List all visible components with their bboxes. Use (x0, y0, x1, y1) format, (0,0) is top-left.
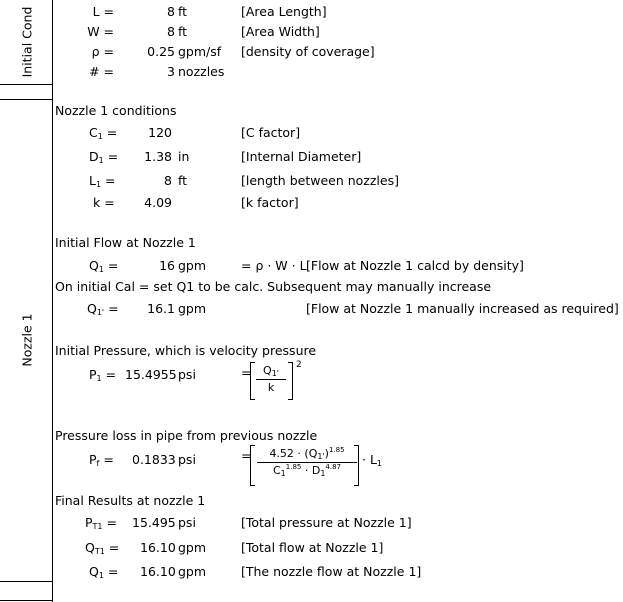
exponent: 2 (296, 360, 302, 370)
value: 15.4955 (125, 367, 177, 382)
description: [Total flow at Nozzle 1] (241, 540, 384, 555)
description: [density of coverage] (241, 44, 375, 59)
bracket-right (354, 445, 359, 486)
value: 4.09 (144, 195, 172, 210)
description: [k factor] (241, 195, 299, 210)
value: 1.38 (144, 149, 172, 164)
unit: ft (178, 173, 188, 188)
section-label-initial-cond: Initial Cond (19, 6, 35, 78)
value: 120 (148, 125, 172, 140)
unit: gpm (178, 258, 207, 273)
value: 16 (159, 258, 175, 273)
symbol: ρ = (91, 44, 114, 59)
symbol: # = (89, 64, 114, 79)
description: [Total pressure at Nozzle 1] (241, 515, 412, 530)
value: 8 (167, 24, 175, 39)
bracket-left (250, 362, 255, 400)
symbol: $Q_{T1}$ = (85, 540, 120, 556)
unit: in (178, 149, 190, 164)
unit: ft (178, 4, 188, 19)
fraction: $\frac{Q_{1'}}{k}$ (256, 364, 286, 395)
unit: nozzles (178, 64, 225, 79)
unit: ft (178, 24, 188, 39)
fraction: $\frac{4.52 \cdot (Q_{1'})^{1.85}}{C_1^{1.85} \cdot D_1^{4.87}}$ (257, 447, 357, 478)
description: [Area Length] (241, 4, 327, 19)
description: [Area Width] (241, 24, 320, 39)
value: 15.495 (132, 515, 176, 530)
symbol: L = (92, 4, 114, 19)
unit: psi (178, 452, 196, 467)
section-divider (0, 99, 52, 100)
unit: psi (178, 367, 196, 382)
value: 0.1833 (132, 452, 176, 467)
symbol: $D_1$ = (89, 149, 119, 165)
symbol: k = (93, 195, 115, 210)
symbol: $L_1$ = (89, 173, 116, 189)
symbol: $P_f$ = (89, 452, 114, 468)
description: [C factor] (241, 125, 301, 140)
unit: gpm (178, 540, 207, 555)
value: 0.25 (147, 44, 175, 59)
section-label-nozzle1: Nozzle 1 (19, 313, 35, 367)
value: 3 (167, 64, 175, 79)
section-heading: Pressure loss in pipe from previous nozzle (55, 428, 318, 443)
value: 16.1 (147, 301, 175, 316)
description: [Flow at Nozzle 1 manually increased as required] (306, 301, 619, 316)
unit: psi (178, 515, 196, 530)
symbol: $C_1$ = (89, 125, 118, 141)
section-divider (0, 84, 52, 85)
description: [Internal Diameter] (241, 149, 362, 164)
symbol: $Q_1$ = (89, 258, 119, 274)
value: 8 (164, 173, 172, 188)
equals-sign: = (241, 365, 252, 380)
section-heading: Nozzle 1 conditions (55, 103, 177, 118)
bracket-right (288, 362, 293, 400)
equals-sign: = (241, 448, 252, 463)
section-divider (0, 581, 52, 582)
description: [length between nozzles] (241, 173, 399, 188)
section-heading: Final Results at nozzle 1 (55, 493, 206, 508)
section-heading: Initial Pressure, which is velocity pressure (55, 343, 317, 358)
description: [Flow at Nozzle 1 calcd by density] (306, 258, 524, 273)
section-divider (0, 600, 52, 601)
formula-tail: · $L_1$ (362, 452, 383, 468)
symbol: $Q_{1'}$ = (87, 301, 119, 317)
section-divider-vertical (52, 0, 53, 602)
formula: = ρ · W · L (241, 258, 307, 273)
note: On initial Cal = set Q1 to be calc. Subsequent may manually increase (55, 279, 492, 294)
section-heading: Initial Flow at Nozzle 1 (55, 235, 196, 250)
unit: gpm (178, 564, 207, 579)
symbol: $P_{T1}$ = (85, 515, 117, 531)
value: 16.10 (140, 540, 176, 555)
value: 16.10 (140, 564, 176, 579)
bracket-left (250, 445, 255, 486)
description: [The nozzle flow at Nozzle 1] (241, 564, 422, 579)
symbol: $P_1$ = (89, 367, 117, 383)
symbol: W = (87, 24, 114, 39)
symbol: $Q_1$ = (89, 564, 119, 580)
unit: gpm (178, 301, 207, 316)
unit: gpm/sf (178, 44, 222, 59)
value: 8 (167, 4, 175, 19)
